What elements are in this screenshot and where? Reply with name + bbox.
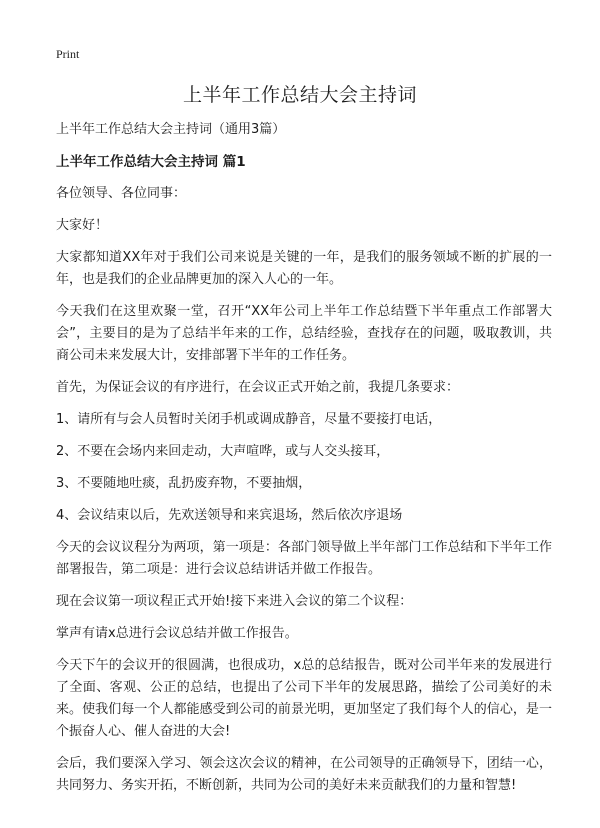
paragraph-greeting: 各位领导、各位同事：: [56, 186, 187, 201]
print-label: Print: [56, 47, 80, 61]
list-item: 2、不要在会场内来回走动，大声喧哗，或与人交头接耳，: [56, 444, 390, 459]
paragraph: 会后，我们要深入学习、领会这次会议的精神，在公司领导的正确领导下，团结一心，共同努力、务实开拓，不断创新，共同为公司的美好未来贡献我们的力量和智慧!: [56, 756, 552, 793]
document-title: 上半年工作总结大会主持词: [182, 84, 417, 106]
document-subtitle: 上半年工作总结大会主持词（通用3篇）: [56, 122, 286, 137]
paragraph: 今天下午的会议开的很圆满，也很成功，x总的总结报告，既对公司半年来的发展进行了全面、客观、公正的总结，也提出了公司下半年的发展思路，描绘了公司美好的未来。使我们每一个人都能感受到公司的前景光明，更加坚定了我们每个人的信心，是一个振奋人心、催人奋进的大会!: [56, 658, 552, 739]
list-item: 4、会议结束以后，先欢送领导和来宾退场，然后依次序退场: [56, 508, 403, 523]
document-body: [56, 119, 552, 807]
paragraph: 现在会议第一项议程正式开始!接下来进入会议的第二个议程：: [56, 594, 413, 609]
paragraph: 大家都知道XX年对于我们公司来说是关键的一年，是我们的服务领域不断的扩展的一年，也是我们的企业品牌更加的深入人心的一年。: [56, 250, 552, 287]
list-item: 1、请所有与会人员暂时关闭手机或调成静音，尽量不要接打电话，: [56, 412, 442, 427]
section-heading: 上半年工作总结大会主持词 篇1: [56, 154, 246, 170]
paragraph: 今天我们在这里欢聚一堂，召开“XX年公司上半年工作总结暨下半年重点工作部署大会”，主要目的是为了总结半年来的工作，总结经验，查找存在的问题，吸取教训，共商公司未来发展大计，安排部署下半年的工作任务。: [56, 304, 552, 363]
paragraph: 今天的会议议程分为两项，第一项是：各部门领导做上半年部门工作总结和下半年工作部署报告，第二项是：进行会议总结讲话并做工作报告。: [56, 540, 552, 577]
list-item: 3、不要随地吐痰，乱扔废弃物，不要抽烟，: [56, 476, 312, 491]
paragraph: 首先，为保证会议的有序进行，在会议正式开始之前，我提几条要求：: [56, 380, 460, 395]
paragraph: 掌声有请x总进行会议总结并做工作报告。: [56, 626, 298, 641]
paragraph-hello: 大家好！: [56, 218, 109, 233]
